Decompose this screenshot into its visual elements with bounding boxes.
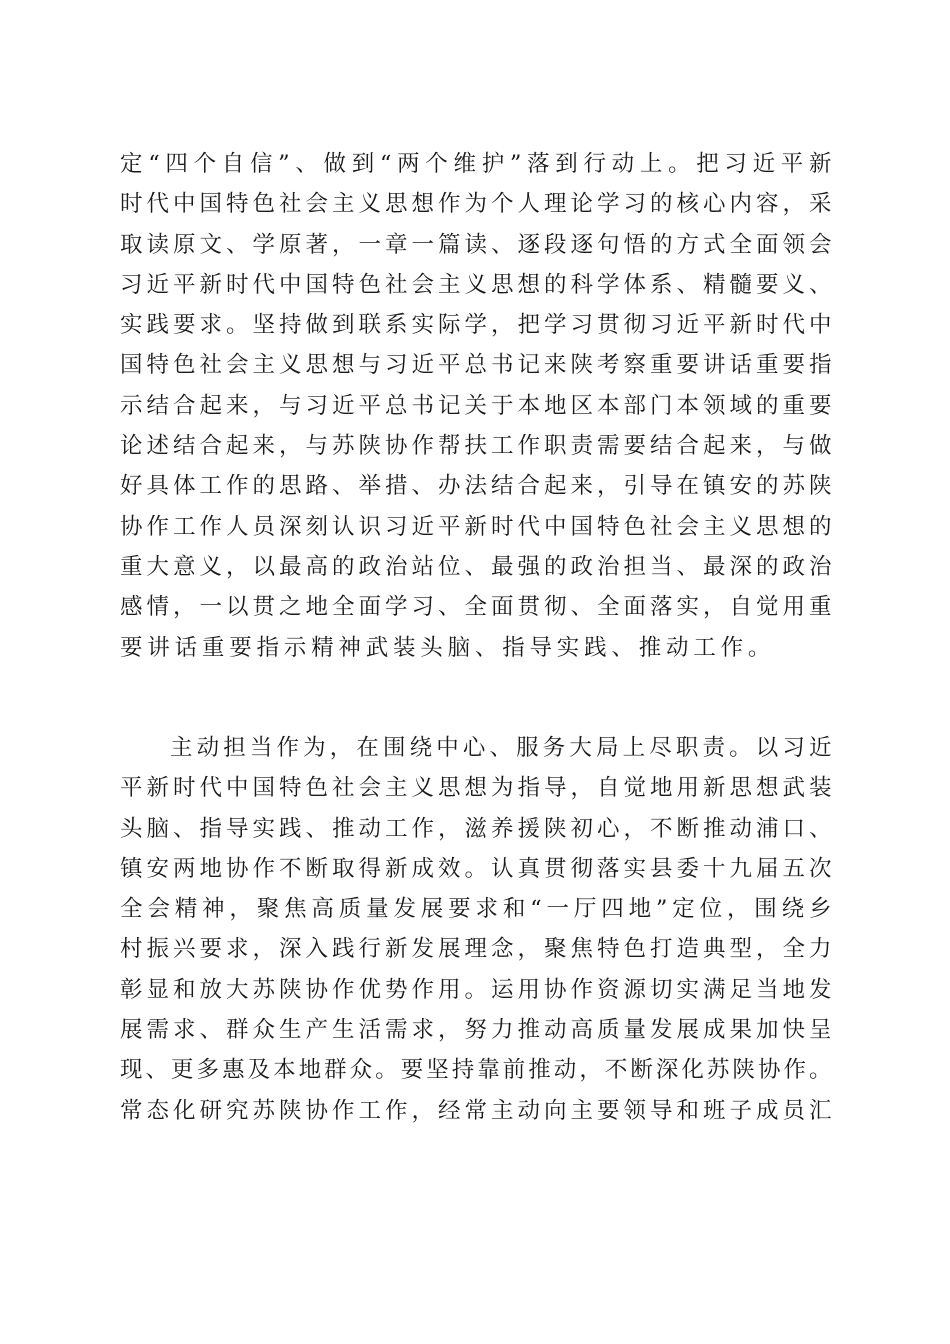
text-line: 常态化研究苏陕协作工作，经常主动向主要领导和班子成员汇 (120, 1097, 832, 1124)
text-line: 村振兴要求，深入践行新发展理念，聚焦特色打造典型，全力 (120, 936, 832, 963)
text-line: 论述结合起来，与苏陕协作帮扶工作职责需要结合起来，与做 (120, 433, 832, 460)
text-line: 好具体工作的思路、举措、办法结合起来，引导在镇安的苏陕 (120, 473, 832, 500)
text-line: 头脑、指导实践、推动工作，滋养援陕初心，不断推动浦口、 (120, 815, 832, 842)
text-line: 时代中国特色社会主义思想作为个人理论学习的核心内容，采 (120, 191, 832, 218)
paragraph-2 (120, 728, 832, 1131)
text-line: 国特色社会主义思想与习近平总书记来陕考察重要讲话重要指 (120, 352, 832, 379)
text-line: 展需求、群众生产生活需求，努力推动高质量发展成果加快呈 (120, 1017, 832, 1044)
paragraph-1 (120, 144, 832, 668)
text-line: 现、更多惠及本地群众。要坚持靠前推动，不断深化苏陕协作。 (120, 1057, 832, 1084)
text-line: 示结合起来，与习近平总书记关于本地区本部门本领域的重要 (120, 392, 832, 419)
text-line: 取读原文、学原著，一章一篇读、逐段逐句悟的方式全面领会 (120, 231, 832, 258)
text-line: 实践要求。坚持做到联系实际学，把学习贯彻习近平新时代中 (120, 312, 832, 339)
text-line: 重大意义，以最高的政治站位、最强的政治担当、最深的政治 (120, 553, 832, 580)
text-line: 协作工作人员深刻认识习近平新时代中国特色社会主义思想的 (120, 513, 832, 540)
text-line: 镇安两地协作不断取得新成效。认真贯彻落实县委十九届五次 (120, 855, 832, 882)
text-line: 平新时代中国特色社会主义思想为指导，自觉地用新思想武装 (120, 775, 832, 802)
text-line: 要讲话重要指示精神武装头脑、指导实践、推动工作。 (120, 634, 776, 661)
text-line: 感情，一以贯之地全面学习、全面贯彻、全面落实，自觉用重 (120, 594, 832, 621)
text-line: 习近平新时代中国特色社会主义思想的科学体系、精髓要义、 (120, 271, 832, 298)
text-line: 主动担当作为，在围绕中心、服务大局上尽职责。以习近 (170, 735, 832, 761)
text-line: 定“四个自信”、做到“两个维护”落到行动上。把习近平新 (120, 151, 832, 177)
text-line: 全会精神，聚焦高质量发展要求和“一厅四地”定位，围绕乡 (120, 896, 832, 923)
text-line: 彰显和放大苏陕协作优势作用。运用协作资源切实满足当地发 (120, 976, 832, 1003)
